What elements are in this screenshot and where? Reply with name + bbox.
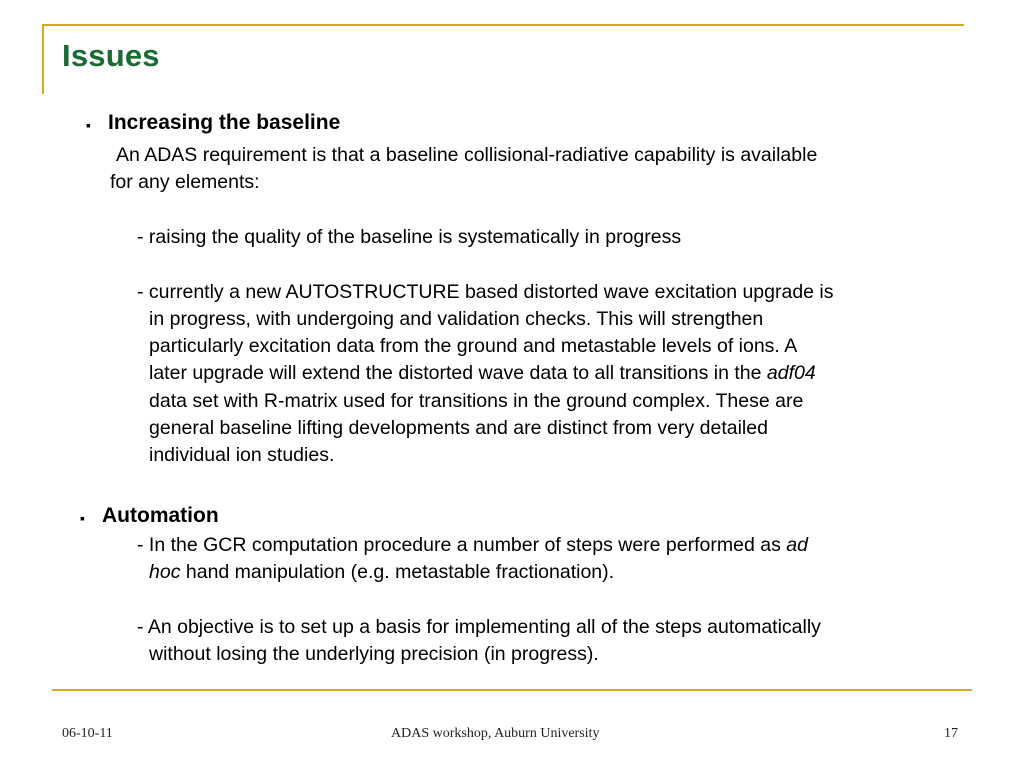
automation-point-1-line: hoc hand manipulation (e.g. metastable fractionation). bbox=[149, 561, 615, 583]
baseline-point-2-line: individual ion studies. bbox=[149, 444, 335, 466]
baseline-point-2-line: later upgrade will extend the distorted wave data to all transitions in the adf04 bbox=[149, 362, 816, 384]
adf04-italic: adf04 bbox=[766, 362, 816, 384]
ad-italic: ad bbox=[786, 534, 808, 556]
footer-title: ADAS workshop, Auburn University bbox=[391, 726, 600, 741]
baseline-point-1: - raising the quality of the baseline is systematically in progress bbox=[137, 226, 682, 248]
bullet-icon: ▪ bbox=[80, 510, 85, 526]
hoc-italic: hoc bbox=[149, 561, 181, 583]
bottom-rule bbox=[52, 689, 972, 691]
automation-point-2-line: without losing the underlying precision (in progress). bbox=[149, 643, 599, 665]
baseline-point-2-line: particularly excitation data from the ground and metastable levels of ions. A bbox=[149, 335, 798, 357]
section-heading-baseline: Increasing the baseline bbox=[108, 111, 341, 134]
baseline-point-2-line: in progress, with undergoing and validation checks. This will strengthen bbox=[149, 308, 764, 330]
automation-point-2-line: - An objective is to set up a basis for implementing all of the steps automatically bbox=[137, 616, 821, 638]
top-rule bbox=[42, 24, 964, 26]
left-rule bbox=[42, 24, 44, 94]
section-heading-automation: Automation bbox=[102, 504, 219, 527]
baseline-point-2-line: general baseline lifting developments and are distinct from very detailed bbox=[149, 417, 768, 439]
page-number: 17 bbox=[944, 726, 958, 741]
automation-point-1-line: - In the GCR computation procedure a number of steps were performed as ad bbox=[137, 534, 808, 556]
slide-title: Issues bbox=[62, 38, 160, 73]
bullet-icon: ▪ bbox=[86, 117, 91, 133]
baseline-point-2-line: - currently a new AUTOSTRUCTURE based distorted wave excitation upgrade is bbox=[137, 281, 834, 303]
intro-line: An ADAS requirement is that a baseline collisional-radiative capability is available bbox=[116, 144, 818, 166]
intro-line: for any elements: bbox=[110, 171, 260, 193]
baseline-point-2-line: data set with R-matrix used for transitions in the ground complex. These are bbox=[149, 390, 804, 412]
footer-date: 06-10-11 bbox=[62, 726, 113, 741]
